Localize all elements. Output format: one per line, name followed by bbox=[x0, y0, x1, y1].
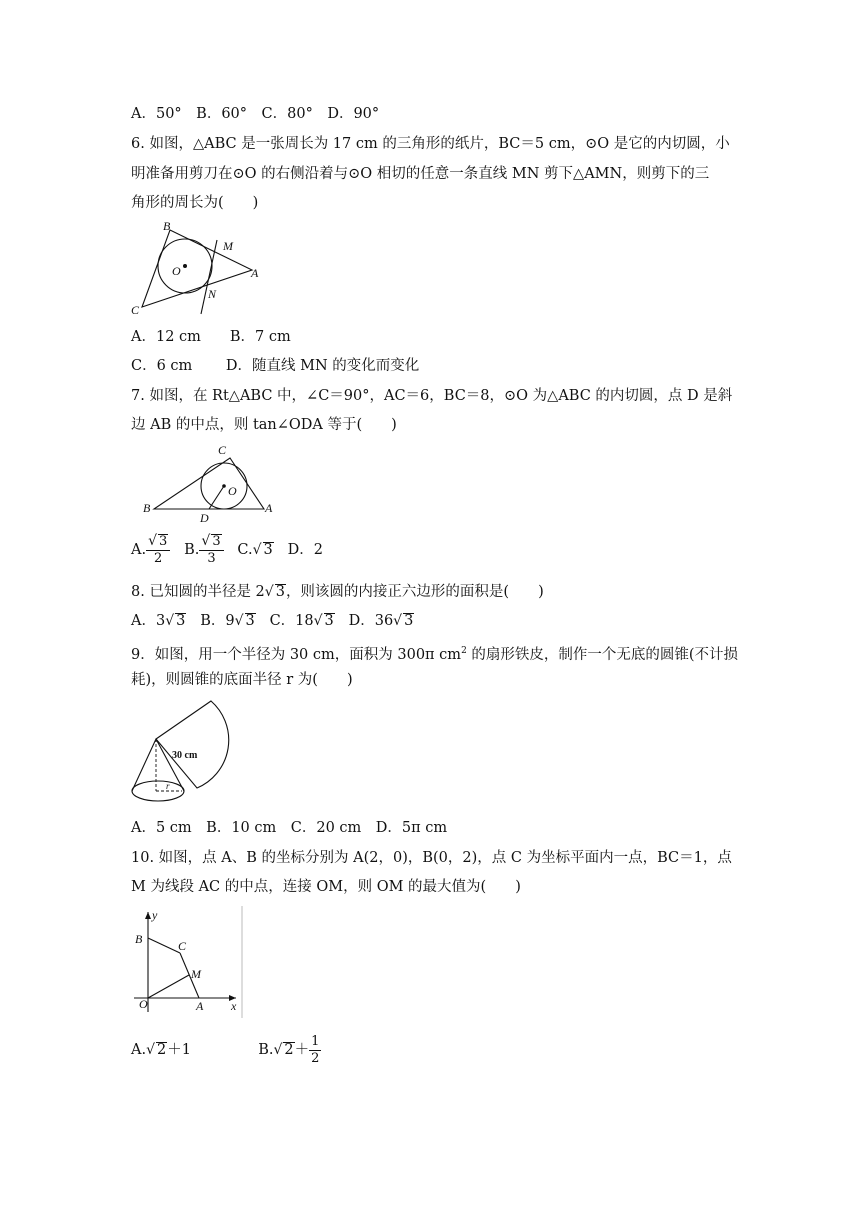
q10-label-m: M bbox=[191, 967, 201, 981]
q10-option-b: B.√ 2＋ $\frac{1}{2}$ bbox=[258, 1033, 320, 1066]
q9-text-line1: 9．如图，用一个半径为 30 cm，面积为 300π $cm^2$ 的扇形铁皮，制作一个无底的圆锥(不计损 bbox=[131, 646, 739, 663]
q7-label-o: O bbox=[228, 484, 237, 498]
q10-figure bbox=[128, 906, 246, 1018]
q10-label-o: O bbox=[139, 997, 148, 1011]
q10-label-b: B bbox=[135, 932, 143, 946]
q6-line-mn bbox=[201, 240, 217, 314]
q7-text-line2: 边 AB 的中点，则 tan∠ODA 等于( ) bbox=[131, 417, 397, 433]
q9-label-slant: 30 cm bbox=[172, 750, 198, 761]
q6-figure bbox=[128, 218, 268, 318]
q10-options bbox=[131, 1032, 321, 1070]
q10-label-y: y bbox=[152, 908, 158, 922]
q6-label-b: B bbox=[163, 219, 171, 233]
q10-text-line2: M 为线段 AC 的中点，连接 OM，则 OM 的最大值为( ) bbox=[131, 879, 521, 895]
q10-option-a: A.√ 2＋1 bbox=[131, 1042, 191, 1058]
q7-options: A. $\frac{√ 3}{2}$ B. $\frac{√ 3}{3}$ C.√ 3 D．2 bbox=[131, 533, 323, 566]
q7-segment-od bbox=[209, 486, 224, 509]
q7-figure bbox=[140, 438, 280, 524]
q7-text-line1: 7. 如图，在 Rt△ABC 中，∠C＝90°，AC＝6，BC＝8，⊙O 为△ABC 的内切圆，点 D 是斜 bbox=[131, 388, 733, 404]
q7-label-a: A bbox=[265, 501, 273, 515]
q7-triangle bbox=[154, 458, 264, 509]
q7-center-dot bbox=[222, 484, 226, 488]
q8-text: 8. 已知圆的半径是 2√ 3，则该圆的内接正六边形的面积是( ) bbox=[131, 584, 544, 600]
q10-segment-om bbox=[148, 975, 189, 998]
q6-text-line1: 6. 如图，△ABC 是一张周长为 17 cm 的三角形的纸片，BC＝5 cm，⊙O 是它的内切圆，小 bbox=[131, 136, 730, 152]
q6-center-dot bbox=[183, 264, 187, 268]
q9-figure bbox=[128, 696, 232, 808]
q9-label-r: r bbox=[166, 781, 170, 791]
q9-sector bbox=[156, 701, 229, 788]
q6-text-line3: 角形的周长为( ) bbox=[131, 195, 259, 211]
q9-options: A．5 cm B．10 cm C．20 cm D．5π cm bbox=[131, 820, 448, 836]
q10-label-c: C bbox=[178, 939, 187, 953]
q9-cone-left-edge bbox=[132, 739, 156, 791]
q10-label-a: A bbox=[196, 999, 204, 1013]
q7-label-b: B bbox=[143, 501, 151, 515]
q10-segment-bc bbox=[148, 938, 180, 953]
q8-options: A．3√ 3 B．9√ 3 C．18√ 3 D．36√ 3 bbox=[131, 613, 414, 629]
q7-label-c: C bbox=[218, 443, 227, 457]
q6-label-n: N bbox=[208, 287, 217, 301]
q6-label-m: M bbox=[223, 239, 233, 253]
q6-text-line2: 明准备用剪刀在⊙O 的右侧沿着与⊙O 相切的任意一条直线 MN 剪下△AMN，则剪下的三 bbox=[131, 166, 710, 182]
q6-label-c: C bbox=[131, 303, 140, 317]
q6-label-a: A bbox=[251, 266, 259, 280]
q9-cone-right-edge bbox=[156, 739, 184, 791]
q6-label-o: O bbox=[172, 264, 181, 278]
q6-options-1: A．12 cm B．7 cm bbox=[131, 329, 291, 345]
q5-options: A．50° B．60° C．80° D．90° bbox=[131, 106, 380, 122]
q9-text-line2: 耗)，则圆锥的底面半径 r 为( ) bbox=[131, 672, 353, 688]
q7-label-d: D bbox=[200, 511, 209, 524]
q10-text-line1: 10. 如图，点 A、B 的坐标分别为 A(2，0)，B(0，2)，点 C 为坐标平面内一点，BC＝1，点 bbox=[131, 850, 732, 866]
q10-label-x: x bbox=[231, 999, 237, 1013]
q6-options-2: C．6 cm D．随直线 MN 的变化而变化 bbox=[131, 358, 420, 374]
q10-y-arrow bbox=[145, 912, 151, 919]
